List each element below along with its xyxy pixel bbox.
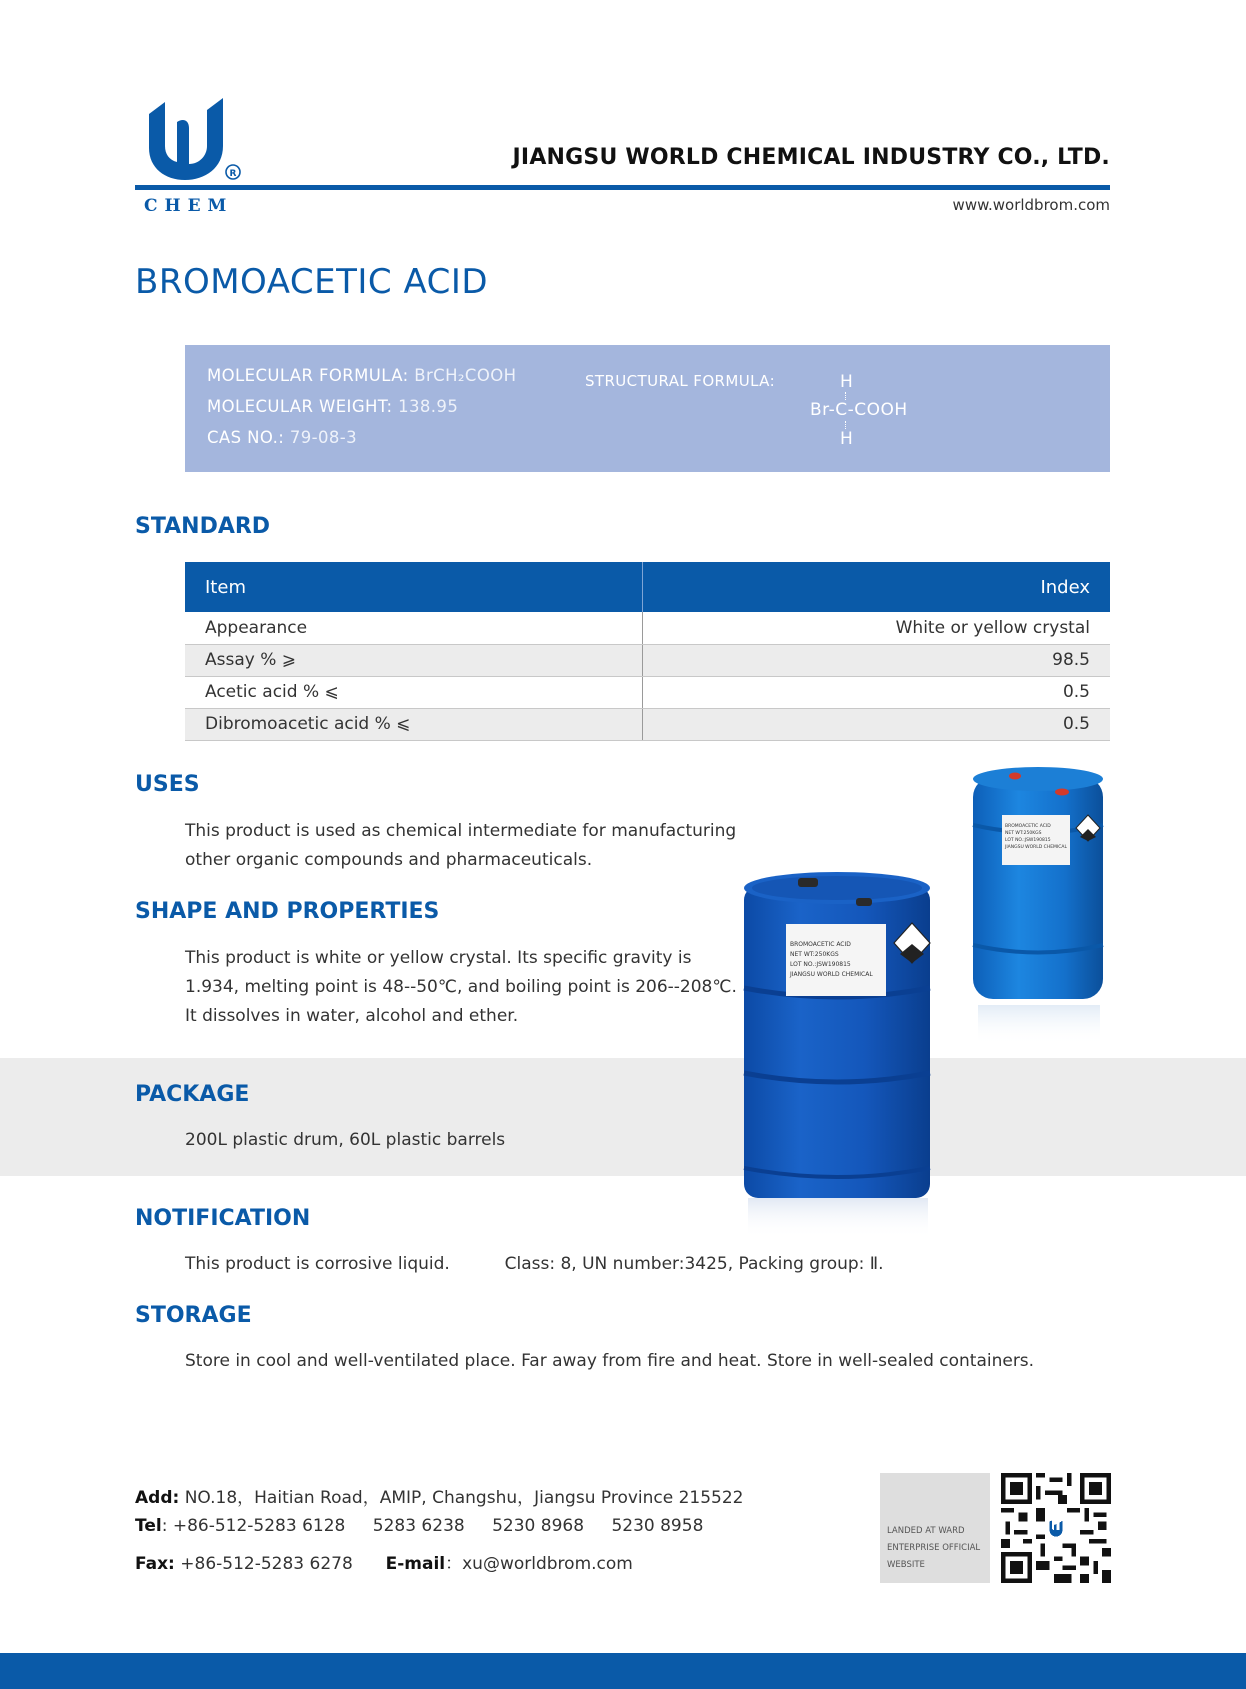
qr-caption-box [880, 1473, 990, 1583]
table-cell-item: Acetic acid % ⩽ [185, 676, 642, 708]
storage-heading: STORAGE [135, 1303, 252, 1328]
column-header-index: Index [642, 562, 1110, 612]
company-logo [135, 88, 245, 208]
package-text: 200L plastic drum, 60L plastic barrels [185, 1130, 506, 1150]
table-row [185, 644, 1110, 676]
address-value: NO.18，Haitian Road，AMIP, Changshu，Jiangsu Province 215522 [184, 1488, 744, 1508]
uses-heading: USES [135, 772, 200, 797]
notification-text-main: This product is corrosive liquid. [185, 1254, 450, 1274]
shape-text [185, 944, 737, 1031]
footer-telephone [135, 1516, 703, 1536]
uses-line: other organic compounds and pharmaceuticals. [185, 850, 593, 870]
small-drum-label-line: NET WT:250KGS [1005, 831, 1042, 836]
notification-text [185, 1250, 884, 1279]
package-band [0, 1058, 1246, 1176]
uses-text [185, 817, 736, 875]
cas-number-label: CAS NO.: [207, 428, 285, 447]
structural-top-atom: H [840, 372, 853, 392]
column-header-item: Item [185, 562, 642, 612]
table-cell-index: 0.5 [642, 676, 1110, 708]
molecular-weight-label: MOLECULAR WEIGHT: [207, 397, 393, 416]
shape-line: 1.934, melting point is 48--50℃, and boiling point is 206--208℃. [185, 977, 737, 997]
table-cell-index: 0.5 [642, 708, 1110, 740]
small-drum-label-line: BROMOACETIC ACID [1005, 824, 1051, 829]
logo-wordmark: CHEM [144, 196, 234, 216]
company-name: JIANGSU WORLD CHEMICAL INDUSTRY CO., LTD. [512, 145, 1110, 170]
structural-bottom-atom: H [840, 429, 853, 449]
telephone-value: : +86-512-5283 6128 [161, 1516, 346, 1536]
large-drum-label-line: JIANGSU WORLD CHEMICAL [790, 971, 873, 978]
large-drum-label-line: LOT NO.:JSW190815 [790, 961, 851, 968]
fax-value: +86-512-5283 6278 [180, 1554, 353, 1574]
qr-caption [887, 1523, 980, 1574]
notification-text-class: Class: 8, UN number:3425, Packing group: Ⅱ. [504, 1254, 884, 1274]
website-url[interactable]: www.worldbrom.com [952, 196, 1110, 214]
structural-formula-label: STRUCTURAL FORMULA: [585, 372, 776, 390]
footer-bar [0, 1653, 1246, 1689]
structural-main-chain: Br-C-COOH [810, 400, 908, 420]
large-drum-image [738, 868, 938, 1238]
footer-address [135, 1483, 744, 1508]
table-row [185, 676, 1110, 708]
molecular-formula-label: MOLECULAR FORMULA: [207, 366, 409, 385]
uses-line: This product is used as chemical intermediate for manufacturing [185, 821, 737, 841]
email-value[interactable]: ：xu@worldbrom.com [445, 1554, 633, 1574]
address-label: Add: [135, 1488, 180, 1508]
shape-line: This product is white or yellow crystal. Its specific gravity is [185, 948, 692, 968]
structural-formula [810, 372, 930, 462]
table-cell-item: Dibromoacetic acid % ⩽ [185, 708, 642, 740]
molecular-weight [207, 397, 458, 416]
shape-heading: SHAPE AND PROPERTIES [135, 899, 440, 924]
table-cell-index: 98.5 [642, 644, 1110, 676]
molecular-weight-value: 138.95 [398, 397, 459, 416]
large-drum-label-line: BROMOACETIC ACID [790, 941, 851, 948]
notification-heading: NOTIFICATION [135, 1206, 311, 1231]
cas-number [207, 428, 357, 447]
telephone-value: 5283 6238 [372, 1516, 465, 1536]
product-title: BROMOACETIC ACID [135, 262, 489, 302]
standard-table [185, 562, 1110, 741]
small-drum-label-line: JIANGSU WORLD CHEMICAL [1005, 845, 1067, 850]
svg-text:R: R [229, 169, 237, 179]
package-heading: PACKAGE [135, 1082, 250, 1107]
standard-heading: STANDARD [135, 514, 271, 539]
qr-code-icon[interactable] [1001, 1473, 1111, 1583]
logo-mark [149, 98, 223, 180]
header-divider [135, 185, 1110, 190]
structural-bond-top [845, 392, 846, 400]
storage-text: Store in cool and well-ventilated place. Far away from fire and heat. Store in well-sealed containers. [185, 1351, 1035, 1371]
large-drum-label-line: NET WT:250KGS [790, 951, 839, 958]
formula-panel [185, 345, 1110, 472]
small-drum-image [970, 765, 1110, 1050]
table-row [185, 708, 1110, 740]
molecular-formula-value: BrCH₂COOH [414, 366, 517, 385]
telephone-value: 5230 8968 [492, 1516, 585, 1536]
table-cell-item: Assay % ⩾ [185, 644, 642, 676]
structural-bond-bottom [845, 421, 846, 429]
table-header-row [185, 562, 1110, 612]
email-label: E-mail [385, 1554, 446, 1574]
molecular-formula [207, 366, 516, 385]
qr-caption-line: LANDED AT WARD [887, 1526, 965, 1536]
table-row [185, 612, 1110, 644]
telephone-label: Tel [135, 1516, 162, 1536]
table-cell-item: Appearance [185, 612, 642, 644]
table-cell-index: White or yellow crystal [642, 612, 1110, 644]
telephone-value: 5230 8958 [611, 1516, 704, 1536]
small-drum-label-line: LOT NO.:JSW190815 [1005, 838, 1051, 843]
qr-caption-line: WEBSITE [887, 1560, 925, 1570]
footer-fax-email [135, 1549, 633, 1574]
qr-caption-line: ENTERPRISE OFFICIAL [887, 1543, 981, 1553]
fax-label: Fax: [135, 1554, 175, 1574]
shape-line: It dissolves in water, alcohol and ether. [185, 1006, 519, 1026]
cas-number-value: 79-08-3 [289, 428, 358, 447]
